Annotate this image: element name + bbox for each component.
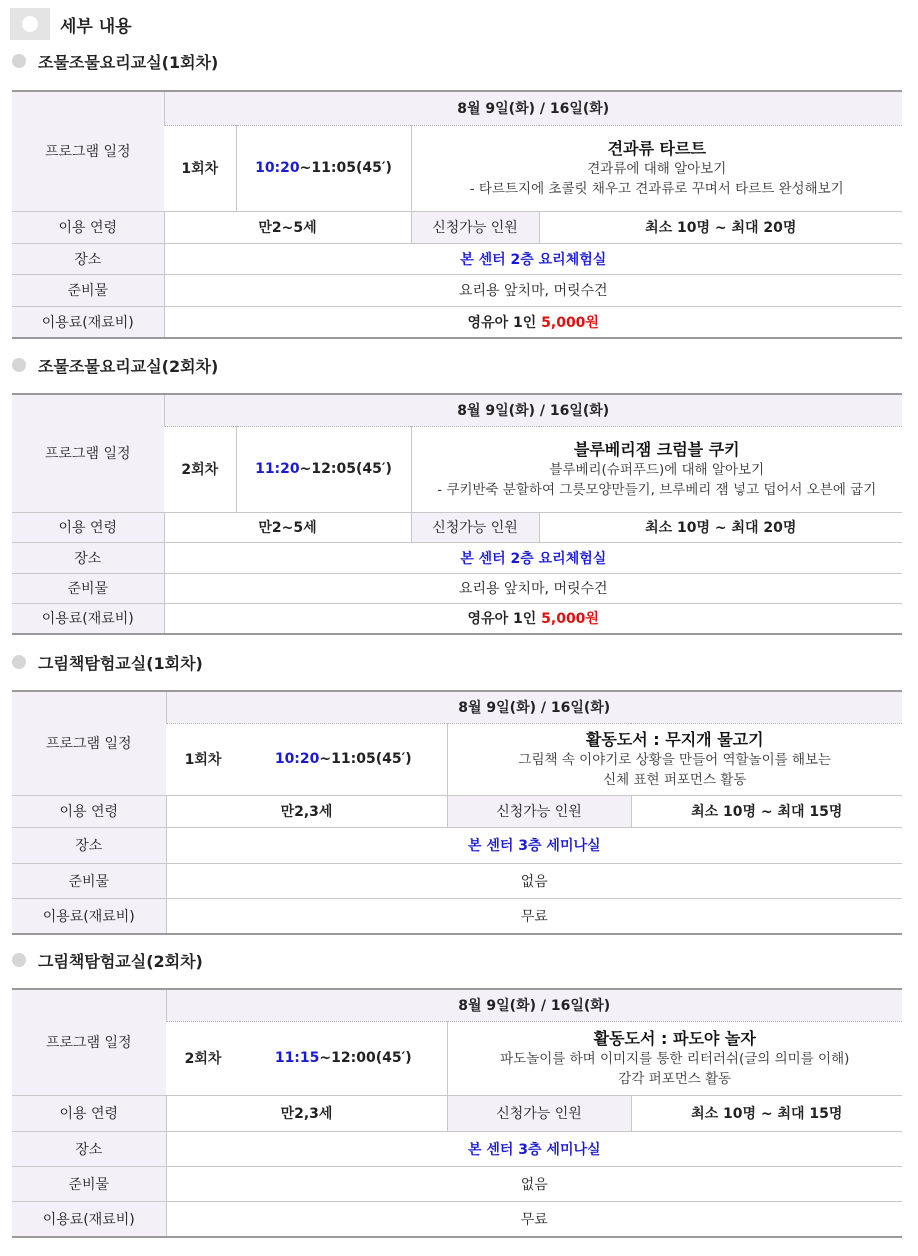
activity-cell (447, 1021, 902, 1095)
fee-amount: 5,000원 (541, 314, 599, 331)
time-rest: ~11:05(45′) (319, 751, 412, 767)
bullet-icon (12, 54, 26, 68)
prep-value: 요리용 앞치마, 머릿수건 (164, 573, 902, 603)
session-number: 1회차 (164, 125, 236, 211)
label-schedule: 프로그램 일정 (12, 91, 164, 211)
session-number: 2회차 (164, 426, 236, 512)
section-title (12, 354, 218, 376)
fee-amount: 5,000원 (541, 611, 599, 628)
label-schedule: 프로그램 일정 (12, 394, 164, 512)
fee-value (164, 306, 902, 338)
section-title-text: 그림책탐험교실(2회차) (38, 951, 203, 971)
session-time (236, 125, 411, 211)
page-header (10, 8, 132, 40)
section-title-text: 그림책탐험교실(1회차) (38, 653, 203, 673)
section-title-text: 조물조물요리교실(1회차) (38, 52, 219, 72)
activity-desc-1: 파도놀이를 하며 이미지를 통한 리터러쉬(글의 의미를 이해) (500, 1051, 850, 1068)
age-value: 만2~5세 (164, 211, 411, 243)
activity-desc-1: 견과류에 대해 알아보기 (587, 161, 727, 178)
age-value: 만2~5세 (164, 512, 411, 542)
label-prep: 준비물 (12, 573, 164, 603)
section-title-text: 조물조물요리교실(2회차) (38, 356, 219, 376)
section-title (12, 50, 218, 72)
label-age: 이용 연령 (12, 1095, 166, 1131)
label-place: 장소 (12, 542, 164, 573)
fee-prefix: 영유아 1인 (467, 314, 542, 331)
activity-title: 블루베리잼 크럼블 쿠키 (573, 439, 740, 459)
label-capacity: 신청가능 인원 (447, 1095, 631, 1131)
program-table (12, 988, 902, 1238)
place-value: 본 센터 3층 세미나실 (166, 1131, 902, 1166)
capacity-value: 최소 10명 ~ 최대 15명 (631, 1095, 902, 1131)
fee-value: 무료 (166, 898, 902, 934)
circle-icon (22, 16, 38, 32)
label-prep: 준비물 (12, 274, 164, 306)
header-icon-box (10, 8, 50, 40)
session-number: 1회차 (166, 723, 240, 795)
bullet-icon (12, 655, 26, 669)
activity-cell (411, 426, 902, 512)
session-number: 2회차 (166, 1021, 240, 1095)
schedule-date: 8월 9일(화) / 16일(화) (166, 989, 902, 1021)
activity-cell (411, 125, 902, 211)
time-start: 10:20 (255, 160, 300, 176)
activity-desc-2: 신체 표현 퍼포먼스 활동 (603, 771, 747, 788)
activity-desc-1: 블루베리(슈퍼푸드)에 대해 알아보기 (549, 462, 765, 479)
activity-cell (447, 723, 902, 795)
label-age: 이용 연령 (12, 211, 164, 243)
label-capacity: 신청가능 인원 (411, 211, 539, 243)
label-prep: 준비물 (12, 1166, 166, 1201)
session-time (236, 426, 411, 512)
capacity-value: 최소 10명 ~ 최대 15명 (631, 795, 902, 827)
activity-title: 활동도서 : 파도야 놀자 (593, 1028, 756, 1048)
session-time (240, 723, 447, 795)
program-table (12, 690, 902, 935)
bullet-icon (12, 953, 26, 967)
time-start: 10:20 (274, 751, 320, 767)
label-prep: 준비물 (12, 863, 166, 898)
label-fee: 이용료(재료비) (12, 603, 164, 634)
label-schedule: 프로그램 일정 (12, 691, 166, 795)
prep-value: 요리용 앞치마, 머릿수건 (164, 274, 902, 306)
section-title (12, 651, 203, 673)
place-value: 본 센터 2층 요리체험실 (164, 542, 902, 573)
label-fee: 이용료(재료비) (12, 306, 164, 338)
place-value: 본 센터 2층 요리체험실 (164, 243, 902, 274)
age-value: 만2,3세 (166, 1095, 447, 1131)
label-capacity: 신청가능 인원 (411, 512, 539, 542)
label-fee: 이용료(재료비) (12, 1201, 166, 1237)
session-time (240, 1021, 447, 1095)
fee-value (164, 603, 902, 634)
program-table (12, 393, 902, 635)
activity-desc-1: 그림책 속 이야기로 상황을 만들어 역할놀이를 해보는 (518, 752, 832, 769)
time-rest: ~12:00(45′) (319, 1050, 412, 1066)
time-rest: ~12:05(45′) (299, 461, 392, 477)
label-place: 장소 (12, 1131, 166, 1166)
time-start: 11:20 (255, 461, 300, 477)
label-age: 이용 연령 (12, 512, 164, 542)
activity-desc-2: 감각 퍼포먼스 활동 (618, 1070, 732, 1087)
age-value: 만2,3세 (166, 795, 447, 827)
label-age: 이용 연령 (12, 795, 166, 827)
activity-title: 활동도서 : 무지개 물고기 (585, 729, 764, 749)
schedule-date: 8월 9일(화) / 16일(화) (164, 394, 902, 426)
activity-desc-2: - 타르트지에 초콜릿 채우고 견과류로 꾸며서 타르트 완성해보기 (469, 180, 844, 197)
label-capacity: 신청가능 인원 (447, 795, 631, 827)
fee-value: 무료 (166, 1201, 902, 1237)
time-rest: ~11:05(45′) (299, 160, 392, 176)
time-start: 11:15 (274, 1050, 320, 1066)
activity-title: 견과류 타르트 (607, 138, 706, 158)
schedule-date: 8월 9일(화) / 16일(화) (166, 691, 902, 723)
label-place: 장소 (12, 827, 166, 863)
prep-value: 없음 (166, 863, 902, 898)
program-table (12, 90, 902, 339)
bullet-icon (12, 358, 26, 372)
capacity-value: 최소 10명 ~ 최대 20명 (539, 512, 902, 542)
capacity-value: 최소 10명 ~ 최대 20명 (539, 211, 902, 243)
label-place: 장소 (12, 243, 164, 274)
label-fee: 이용료(재료비) (12, 898, 166, 934)
schedule-date: 8월 9일(화) / 16일(화) (164, 91, 902, 125)
label-schedule: 프로그램 일정 (12, 989, 166, 1095)
place-value: 본 센터 3층 세미나실 (166, 827, 902, 863)
page-title: 세부 내용 (60, 16, 132, 37)
activity-desc-2: - 쿠키반죽 분할하여 그릇모양만들기, 브루베리 잼 넣고 덥어서 오븐에 굽기 (437, 481, 877, 498)
section-title (12, 949, 203, 971)
prep-value: 없음 (166, 1166, 902, 1201)
fee-prefix: 영유아 1인 (467, 611, 542, 628)
